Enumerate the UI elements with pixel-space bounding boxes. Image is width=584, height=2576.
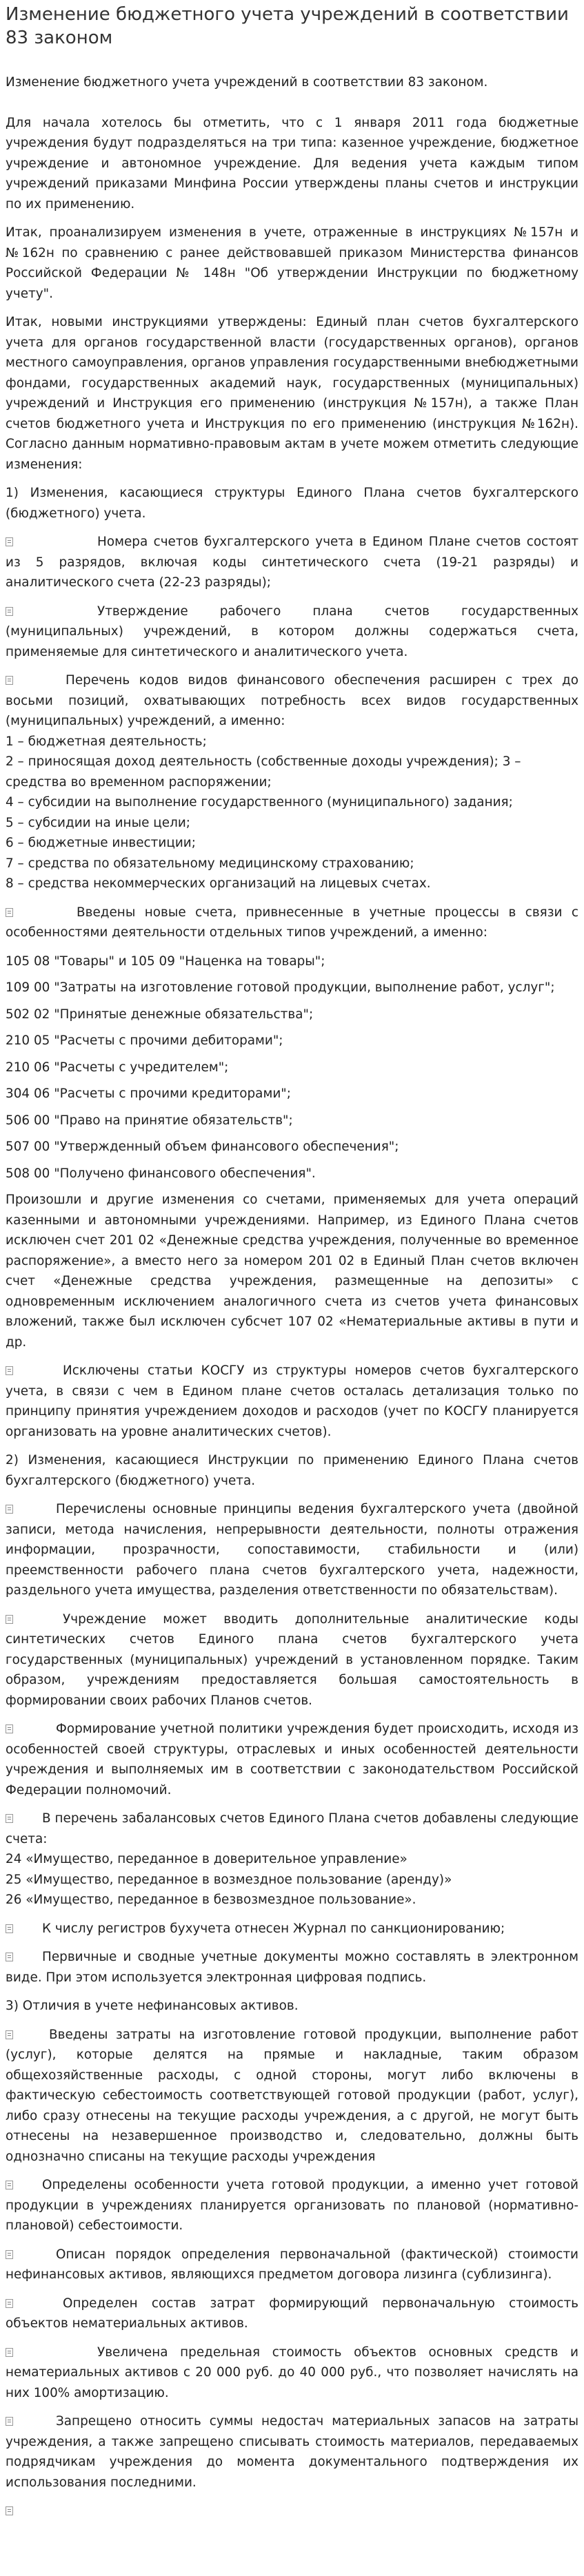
- s1-item-5: [6, 1361, 578, 1442]
- paragraph-3: Итак, новыми инструкциями утверждены: Единый план счетов бухгалтерского учета для органов государственной власти (государственных органов), органов местного самоуправления, органов управления государственными внебюджетными фондами, государственных академий наук, государственных (муниципальных) учреждений и Инструкция его применению (инструкция №157н), а также План счетов бюджетного учета и Инструкция по его применению (инструкция №162н). Согласно данным нормативно-правовым актам в учете можем отметить следующие изменения:: [6, 315, 578, 472]
- s1-item-2: [6, 601, 578, 663]
- account-code: 105 08 "Товары" и 105 09 "Наценка на товары";: [6, 954, 325, 969]
- s2-item-2-text: Учреждение может вводить дополнительные аналитические коды синтетических счетов Единого плана счетов бухгалтерского учета государственных (муниципальных) учреждений в установленном порядке. Таким образом, учреждениям предоставляется большая самостоятельность в формировании своих рабочих Планов счетов.: [6, 1611, 578, 1708]
- list-item: 2 – приносящая доход деятельность (собственные доходы учреждения); 3 – средства во временном распоряжении;: [6, 754, 521, 790]
- broken-image-icon: [6, 2030, 13, 2039]
- list-item: 25 «Имущество, переданное в возмездное пользование (аренду)»: [6, 1872, 452, 1887]
- broken-image-icon: [6, 537, 13, 546]
- paragraph-other-changes: Произошли и другие изменения со счетами, применяемых для учета операций казенными и автономными учреждениями. Например, из Единого Плана счетов исключен счет 201 02 «Денежные средства учреждения, полученные во временное распоряжение», а вместо него за номером 201 02 в Единый План счетов включен счет «Денежные средства учреждения, размещенные на депозиты» с одновременным исключением аналогичного счета из счетов учета финансовых вложений, также был исключен субсчет 107 02 «Нематериальные активы в пути и др.: [6, 1193, 578, 1350]
- account-code: 109 00 "Затраты на изготовление готовой продукции, выполнение работ, услуг";: [6, 980, 555, 995]
- s1-item-3: [6, 670, 578, 894]
- broken-image-icon: [6, 1505, 13, 1514]
- section-1-heading: 1) Изменения, касающиеся структуры Единого Плана счетов бухгалтерского (бюджетного) учета.: [6, 486, 578, 521]
- list-item: 5 – субсидии на иные цели;: [6, 815, 190, 830]
- account-codes-list: [6, 951, 578, 1184]
- s3-item-4: [6, 2294, 578, 2334]
- list-item: 6 – бюджетные инвестиции;: [6, 836, 196, 850]
- section-2-heading: 2) Изменения, касающиеся Инструкции по применению Единого Плана счетов бухгалтерского (бюджетного) учета.: [6, 1453, 578, 1488]
- s2-item-2: [6, 1609, 578, 1711]
- broken-image-icon: [6, 2506, 13, 2515]
- broken-image-icon: [6, 607, 13, 616]
- s2-item-5: [6, 1919, 578, 1939]
- broken-image-icon: [6, 1366, 13, 1375]
- broken-image-icon: [6, 1814, 13, 1823]
- list-item: 1 – бюджетная деятельность;: [6, 734, 207, 749]
- s3-item-2-text: Определены особенности учета готовой продукции, а именно учет готовой продукции в учреждениях планируется организовать по плановой (нормативно-плановой) себестоимости.: [6, 2178, 578, 2233]
- s3-item-6-text: Запрещено относить суммы недостач материальных запасов на затраты учреждения, а также запрещено списывать стоимость материалов, передаваемых подрядчикам учреждения до момента документального подтверждения их использования последними.: [6, 2414, 578, 2490]
- s3-item-3: [6, 2245, 578, 2285]
- s2-item-6: [6, 1947, 578, 1988]
- list-item: 4 – субсидии на выполнение государственного (муниципального) задания;: [6, 795, 513, 810]
- broken-image-icon: [6, 908, 13, 917]
- s3-item-1-text: Введены затраты на изготовление готовой продукции, выполнение работ (услуг), которые делятся на прямые и накладные, таким образом общехозяйственные расходы, с одной стороны, могут либо включены в фактическую себестоимость соответствующей готовой продукции (работ, услуг), либо сразу отнесены на текущие расходы учреждения, а с другой, не могут быть отнесены на незавершенное производство и, следовательно, должны быть однозначно списаны на текущие расходы учреждения: [6, 2027, 578, 2164]
- page-title: Изменение бюджетного учета учреждений в соответствии 83 законом: [6, 4, 569, 48]
- s2-item-5-text: К числу регистров бухучета отнесен Журнал по санкционированию;: [42, 1921, 505, 1936]
- account-code: 507 00 "Утвержденный объем финансового обеспечения";: [6, 1140, 399, 1154]
- paragraph-2: Итак, проанализируем изменения в учете, отраженные в инструкциях №157н и №162н по сравнению с ранее действовавшей приказом Министерства финансов Российской Федерации № 148н "Об утверждении Инструкции по бюджетному учету".: [6, 225, 578, 301]
- account-code: 502 02 "Принятые денежные обязательства";: [6, 1007, 314, 1022]
- broken-image-icon: [6, 2348, 13, 2357]
- s3-item-4-text: Определен состав затрат формирующий первоначальную стоимость объектов нематериальных активов.: [6, 2296, 578, 2331]
- broken-image-icon: [6, 2417, 13, 2426]
- broken-image-icon: [6, 2250, 13, 2259]
- paragraph-1: Для начала хотелось бы отметить, что с 1 января 2011 года бюджетные учреждения будут подразделяться на три типа: казенное учреждение, бюджетное учреждение и автономное учреждение. Для ведения учета каждым типом учреждений приказами Минфина России утверждены планы счетов и инструкции по их применению.: [6, 115, 578, 212]
- s2-item-6-text: Первичные и сводные учетные документы можно составлять в электронном виде. При этом используется электронная цифровая подпись.: [6, 1950, 578, 1985]
- s3-item-2: [6, 2175, 578, 2236]
- s2-item-3: [6, 1719, 578, 1800]
- s1-item-1-text: Номера счетов бухгалтерского учета в Едином Плане счетов состоят из 5 разрядов, включая коды синтетического счета (19-21 разряды) и аналитического счета (22-23 разряды);: [6, 535, 578, 590]
- account-code: 210 06 "Расчеты с учредителем";: [6, 1060, 229, 1075]
- s1-item-1: [6, 532, 578, 593]
- trailing-item: [6, 2501, 578, 2522]
- s3-item-5-text: Увеличена предельная стоимость объектов основных средств и нематериальных активов с 20 000 руб. до 40 000 руб., что позволяет начислять на них 100% амортизацию.: [6, 2345, 578, 2400]
- intro-paragraph: Изменение бюджетного учета учреждений в соответствии 83 законом.: [6, 75, 488, 90]
- s2-item-4: [6, 1809, 578, 1910]
- broken-image-icon: [6, 2181, 13, 2189]
- s2-item-1: [6, 1499, 578, 1601]
- list-item: 8 – средства некоммерческих организаций на лицевых счетах.: [6, 876, 431, 891]
- broken-image-icon: [6, 1724, 13, 1733]
- broken-image-icon: [6, 1924, 13, 1933]
- account-code: 304 06 "Расчеты с прочими кредиторами";: [6, 1086, 291, 1101]
- account-code: 210 05 "Расчеты с прочими дебиторами";: [6, 1033, 283, 1048]
- s1-item-5-text: Исключены статьи КОСГУ из структуры номеров счетов бухгалтерского учета, в связи с чем в Едином плане счетов осталась детализация только по принципу принятия учреждением доходов и расходов (учет по КОСГУ планируется организовать на уровне аналитических счетов).: [6, 1363, 578, 1439]
- list-item: 24 «Имущество, переданное в доверительное управление»: [6, 1852, 407, 1866]
- section-3-heading: 3) Отличия в учете нефинансовых активов.: [6, 1999, 299, 2013]
- s3-item-3-text: Описан порядок определения первоначальной (фактической) стоимости нефинансовых активов, являющихся предметом договора лизинга (сублизинга).: [6, 2247, 578, 2282]
- s2-item-4-text: В перечень забалансовых счетов Единого Плана счетов добавлены следующие счета:: [6, 1811, 578, 1846]
- list-item: 7 – средства по обязательному медицинскому страхованию;: [6, 856, 414, 871]
- s1-item-4-text: Введены новые счета, привнесенные в учетные процессы в связи с особенностями деятельности отдельных типов учреждений, а именно:: [6, 905, 578, 940]
- s2-item-3-text: Формирование учетной политики учреждения будет происходить, исходя из особенностей своей структуры, отраслевых и иных особенностей деятельности учреждения и выполняемых им в соответствии с законодательством Российской Федерации полномочий.: [6, 1722, 578, 1797]
- account-code: 506 00 "Право на принятие обязательств";: [6, 1113, 293, 1128]
- broken-image-icon: [6, 1952, 13, 1961]
- s1-item-2-text: Утверждение рабочего плана счетов государственных (муниципальных) учреждений, в котором должны содержаться счета, применяемые для синтетического и аналитического учета.: [6, 604, 578, 659]
- s1-item-4: [6, 903, 578, 943]
- account-code: 508 00 "Получено финансового обеспечения".: [6, 1166, 316, 1181]
- s2-item-1-text: Перечислены основные принципы ведения бухгалтерского учета (двойной записи, метода начисления, непрерывности деятельности, полноты отражения информации, прозрачности, сопоставимости, стабильности и (или) преемственности рабочего плана счетов бухгалтерского учета, надежности, раздельного учета имущества, разделения ответственности по обязательствам).: [6, 1502, 578, 1598]
- s1-item-3-text: Перечень кодов видов финансового обеспечения расширен с трех до восьми позиций, охватывающих потребность всех видов государственных (муниципальных) учреждений, а именно:: [6, 673, 578, 728]
- broken-image-icon: [6, 1615, 13, 1624]
- broken-image-icon: [6, 2299, 13, 2308]
- s3-item-1: [6, 2025, 578, 2167]
- list-item: 26 «Имущество, переданное в безвозмездное пользование».: [6, 1893, 416, 1907]
- broken-image-icon: [6, 676, 13, 685]
- s3-item-5: [6, 2342, 578, 2404]
- s3-item-6: [6, 2411, 578, 2493]
